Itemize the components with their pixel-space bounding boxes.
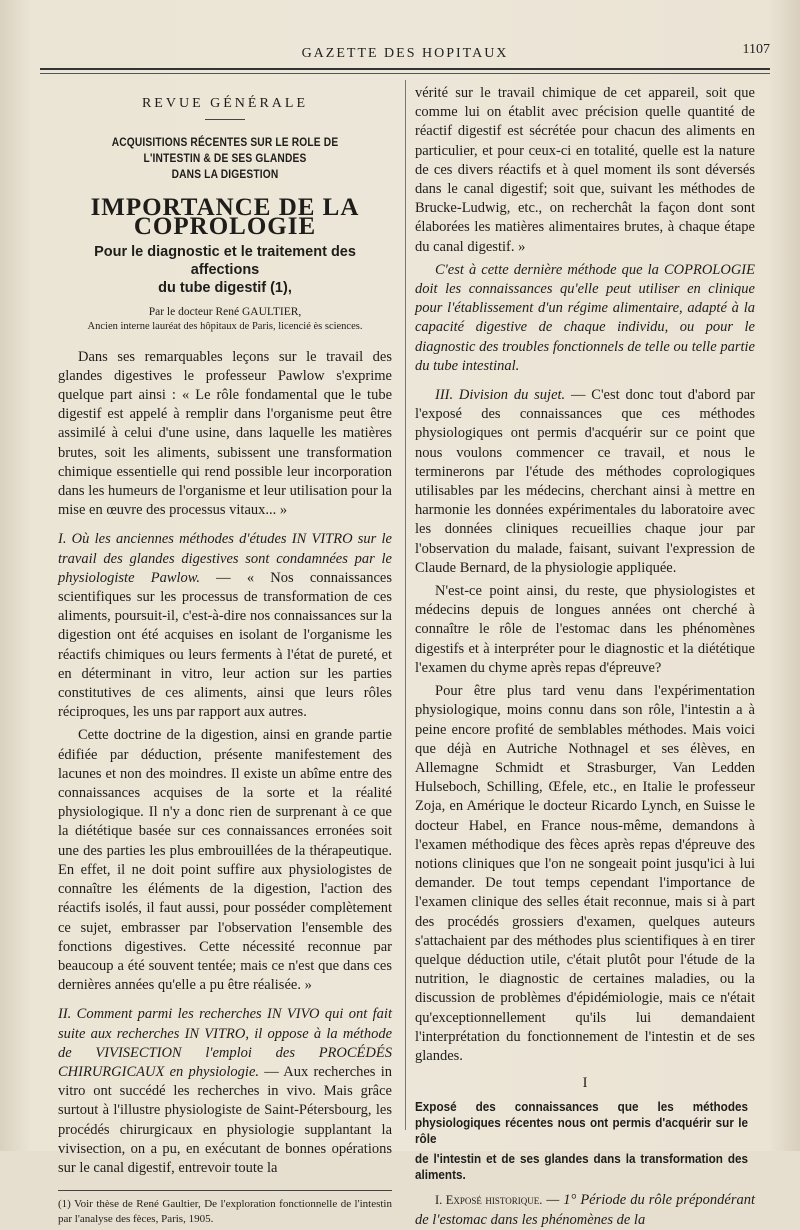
author-line: Par le docteur René GAULTIER, [148,305,302,318]
running-title: GAZETTE DES HOPITAUX [301,46,509,61]
paragraph-doctrine: Cette doctrine de la digestion, ainsi en grande partie édifiée par déduction, présente manifestement des lacunes et non des moindres. Il existe un abîme entre des connaissances acquises de la sorte et la réalité physiologique. Il n'y a donc rien de surprenant à ce que la diététique basée sur ces connaissances erronées soit une des parties les plus embrouillées de la thérapeutique. En effet, il ne doit point suffire aux physiologistes de connaître les éléments de la digestion, l'action des réactifs isolés, il faut aussi, pour posséder complètement ce sujet, embrasser par l'observation l'ensemble des fonctions digestives. Cette nécessité reconnue par beaucoup a été souvent tentée; mais ce n'est que dans ces dernières années qu'elle a pu être réalisée. » [58,727,392,994]
short-rule [205,119,245,120]
section-4-text: — 1° Période du rôle prépondérant de l'estomac dans les phénomènes de la [415,1192,756,1228]
section-4 [415,1191,755,1229]
section-label: REVUE GÉNÉRALE [141,96,309,111]
paragraph-coprologie [415,261,755,376]
paragraph-continued: vérité sur le travail chimique de cet appareil, soit que comme lui on établit avec précision quelle quantité de réactif digestif est sécrétée pour chacun des aliments en particulier, et pour ceux-ci en totalité, quelle est la nature de ces divers réactifs et à quel moment ils sont déversés dans le canal digestif; soit que, suivant les méthodes de Brucke-Ludwig, etc., on recherchât la façon dont sont élaborées les matières alimentaires brutes, à chaque étape du canal digestif. » [415,85,755,255]
section-1-text: — « Nos connaissances scientifiques sur les processus de transformation de ces aliments, poursuit-il, c'est-à-dire nos connaissances sur la digestion ont été acquises en isolant de l'organisme les réactifs chimiques ou leurs ferments à l'état de pureté, et en déterminant in vitro, leur action sur les parties constitutives de ces aliments, ainsi que leurs rôles réciproques, les uns par rapport aux autres. [58,569,392,721]
section-4-heading: I. Exposé historique. [435,1193,543,1208]
section-2-text: — Aux recherches in vitro ont succédé les recherches in vivo. Mais grâce surtout à l'illustre physiologiste de Saint-Pétersbourg, les procédés chirurgicaux en physiologie supplantant la vivisection, on a pu, en exécutant de bonnes opérations sur le canal digestif, entrevoir toute la [58,1063,392,1176]
left-column [58,84,392,1227]
footnote: (1) Voir thèse de René Gaultier, De l'exploration fonctionnelle de l'intestin par l'analyse des fèces, Paris, 1905. [58,1198,392,1226]
acquisitions-title-2: DANS LA DIGESTION [171,167,279,182]
section-3-text: — C'est donc tout d'abord par l'exposé des connaissances que ces méthodes physiologiques ont permis d'acquérir sur ce point que nous voulons commencer ce travail, et nous le terminerons par l'étude des méthodes coprologiques utilisables par les médecins, cherchant ainsi à mettre en harmonie les données expérimentales du laboratoire avec les données cliniques recueillies chaque jour par l'observation du malade, faisant, suivant l'expression de Claude Bernard, de la physiologie appliquée. [415,387,755,576]
article-title: IMPORTANCE DE LA COPROLOGIE [90,194,360,241]
paragraph-intro: Dans ses remarquables leçons sur le travail des glandes digestives le professeur Pawlow s'exprime quelque part ainsi : « Le rôle fondamental que le tube digestif est appelé à remplir dans l'organisme peut être assimilé à celui d'une usine, dans laquelle les matières brutes, soit les aliments, subissent une transformation chimique essentielle qui rend possible leur incorporation dans les humeurs de l'organisme et leur utilisation pour la mise en œuvre des processus vitaux... » [58,348,392,519]
section-2 [58,1005,392,1178]
right-column [415,84,755,1230]
footnote-rule [58,1190,392,1191]
coprologie-statement: C'est à cette dernière méthode que la COPROLOGIE doit les connaissances qu'elle peut utiliser en clinique pour l'établissement d'un régime alimentaire, adapté à la capacité digestive de chaque individu, ou pour le diagnostic des troubles fonctionnels de telle ou telle partie du tube intestinal. [415,261,755,374]
paragraph-intestin: Pour être plus tard venu dans l'expérimentation physiologique, moins connu dans son rôle, l'intestin a à peine encore profité de semblables méthodes. Mais voici que déjà en Autriche Nothnagel et ses élèves, en Allemagne Schmidt et Strasburger, Van Ledden Hulseboch, Schilling, Œfele, etc., en Italie le professeur Zoja, en Amérique le docteur Ricardo Lynch, en Suisse le docteur Habel, en France nous-même, demandons à l'examen méthodique des fèces après repas d'épreuve des notions cliniques que l'on ne songeait point jusqu'ici à lui demander. De tout temps cependant l'importance de l'examen clinique des selles était reconnue, mais si à part des procédés grossiers d'examen, quelques auteurs s'attachaient par des méthodes plus scientifiques à en tirer quelque déduction utile, c'était plutôt pour l'étude de la nutrition, le diagnostic de certaines maladies, ou la discussion de problèmes d'épidémiologie, mais ce n'était qu'exceptionnellement qu'ils lui demandaient l'interprétation du fonctionnement de l'intestin et de ses glandes. [415,683,755,1064]
part-number: I [582,1075,588,1092]
author-affiliation: Ancien interne lauréat des hôpitaux de Paris, licencié ès sciences. [87,320,363,332]
section-1 [58,530,392,722]
paragraph-estomac: N'est-ce point ainsi, du reste, que physiologistes et médecins depuis de longues années ont cherché à connaître le rôle de l'estomac dans les phénomènes digestifs et à interpréter pour le diagnostic et la diététique l'examen du chyme après repas d'épreuve? [415,583,755,676]
column-divider [405,80,406,1130]
part-heading-1: Exposé des connaissances que les méthodes physiologiques récentes nous ont permis d'acquérir sur le rôle [415,1099,748,1147]
section-2-heading: II. Comment parmi les recherches IN VIVO qui ont fait suite aux recherches IN VITRO, il oppose à la méthode de VIVISECTION l'emploi des PROCÉDÉS CHIRURGICAUX en physiologie. [58,1006,392,1080]
section-3-heading: III. Division du sujet. [435,387,566,404]
section-3 [415,386,755,578]
acquisitions-title-1: ACQUISITIONS RÉCENTES SUR LE ROLE DE L'INTESTIN & DE SES GLANDES [111,135,339,166]
section-1-heading: I. Où les anciennes méthodes d'études IN VITRO sur le travail des glandes digestives sont condamnées par le physiologiste Pawlow. [58,531,392,586]
header-rule [40,68,770,70]
article-subtitle-1: Pour le diagnostic et le traitement des affections [94,243,356,278]
article-subtitle-2: du tube digestif (1), [158,279,292,296]
page-number: 1107 [742,42,770,57]
part-heading-2: de l'intestin et de ses glandes dans la transformation des aliments. [415,1151,748,1183]
header-rule-thin [40,73,770,74]
